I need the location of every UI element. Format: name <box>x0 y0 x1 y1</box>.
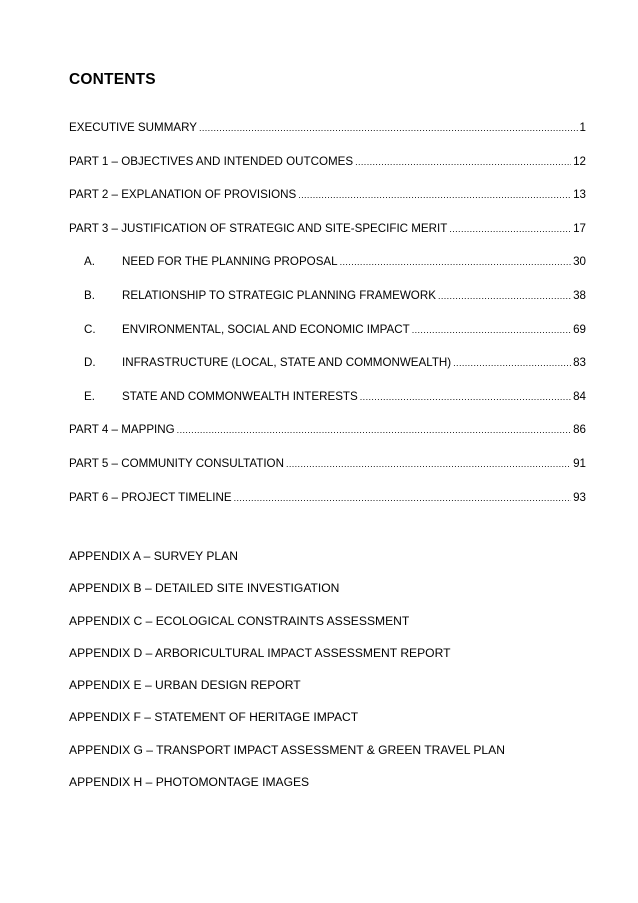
toc-page-number: 84 <box>573 389 586 403</box>
toc-page-number: 13 <box>573 188 586 202</box>
appendix-item-f[interactable]: APPENDIX F – STATEMENT OF HERITAGE IMPACT <box>69 710 359 725</box>
toc-entry-part-3-a[interactable] <box>69 255 586 289</box>
toc-entry-letter: C. <box>84 322 96 336</box>
toc-page-number: 91 <box>573 456 586 470</box>
table-of-contents <box>69 121 586 524</box>
appendix-item-b[interactable]: APPENDIX B – DETAILED SITE INVESTIGATION <box>69 581 340 596</box>
toc-dot-leader <box>298 190 571 200</box>
toc-page-number: 17 <box>573 221 586 235</box>
toc-entry-label: PART 4 – MAPPING <box>69 423 175 437</box>
toc-page-number: 86 <box>573 423 586 437</box>
toc-dot-leader <box>286 459 571 469</box>
toc-entry-part-3-e[interactable] <box>69 390 586 424</box>
toc-dot-leader <box>234 493 572 503</box>
toc-entry-part-3-c[interactable] <box>69 323 586 357</box>
toc-entry-label: PART 2 – EXPLANATION OF PROVISIONS <box>69 188 297 202</box>
toc-entry-label: PART 5 – COMMUNITY CONSULTATION <box>69 456 284 470</box>
appendix-item-g[interactable]: APPENDIX G – TRANSPORT IMPACT ASSESSMENT & GREEN TRAVEL PLAN <box>69 742 505 757</box>
toc-entry-part-4[interactable] <box>69 423 586 457</box>
page-title: CONTENTS <box>69 71 156 88</box>
toc-entry-label: PART 6 – PROJECT TIMELINE <box>69 490 232 504</box>
toc-dot-leader <box>360 392 571 402</box>
toc-dot-leader <box>199 123 578 133</box>
toc-entry-executive-summary[interactable] <box>69 121 586 155</box>
toc-page-number: 30 <box>573 255 586 269</box>
toc-dot-leader <box>438 291 571 301</box>
toc-entry-label: EXECUTIVE SUMMARY <box>69 121 197 134</box>
toc-entry-label: INFRASTRUCTURE (LOCAL, STATE AND COMMONWEALTH) <box>122 356 452 370</box>
toc-entry-part-6[interactable] <box>69 491 586 525</box>
toc-entry-letter: D. <box>84 356 96 370</box>
toc-entry-letter: A. <box>84 255 95 269</box>
toc-entry-label: NEED FOR THE PLANNING PROPOSAL <box>122 255 338 269</box>
toc-dot-leader <box>340 257 571 267</box>
appendix-item-e[interactable]: APPENDIX E – URBAN DESIGN REPORT <box>69 678 301 693</box>
toc-entry-label: PART 3 – JUSTIFICATION OF STRATEGIC AND SITE-SPECIFIC MERIT <box>69 221 448 235</box>
appendix-list <box>69 549 589 807</box>
appendix-item-d[interactable]: APPENDIX D – ARBORICULTURAL IMPACT ASSESSMENT REPORT <box>69 645 451 660</box>
toc-entry-part-3-b[interactable] <box>69 289 586 323</box>
toc-entry-label: ENVIRONMENTAL, SOCIAL AND ECONOMIC IMPACT <box>122 322 410 336</box>
toc-entry-part-3-d[interactable] <box>69 356 586 390</box>
toc-entry-part-1[interactable] <box>69 155 586 189</box>
toc-dot-leader <box>449 224 571 234</box>
toc-page-number: 38 <box>573 288 586 302</box>
toc-dot-leader <box>177 425 571 435</box>
appendix-item-a[interactable]: APPENDIX A – SURVEY PLAN <box>69 549 238 563</box>
toc-entry-label: RELATIONSHIP TO STRATEGIC PLANNING FRAMEWORK <box>122 288 436 302</box>
appendix-item-h[interactable]: APPENDIX H – PHOTOMONTAGE IMAGES <box>69 775 310 790</box>
toc-entry-letter: B. <box>84 288 95 302</box>
toc-entry-part-5[interactable] <box>69 457 586 491</box>
toc-page-number: 83 <box>573 356 586 370</box>
toc-entry-part-2[interactable] <box>69 188 586 222</box>
toc-entry-part-3[interactable] <box>69 222 586 256</box>
toc-page-number: 1 <box>579 121 586 134</box>
toc-dot-leader <box>453 358 571 368</box>
toc-entry-letter: E. <box>84 389 95 403</box>
toc-page-number: 12 <box>573 154 586 168</box>
toc-dot-leader <box>412 325 571 335</box>
toc-entry-label: STATE AND COMMONWEALTH INTERESTS <box>122 389 358 403</box>
toc-page-number: 69 <box>573 322 586 336</box>
toc-entry-label: PART 1 – OBJECTIVES AND INTENDED OUTCOMES <box>69 154 354 168</box>
toc-page-number: 93 <box>573 490 586 504</box>
toc-dot-leader <box>355 157 571 167</box>
appendix-item-c[interactable]: APPENDIX C – ECOLOGICAL CONSTRAINTS ASSESSMENT <box>69 613 410 628</box>
